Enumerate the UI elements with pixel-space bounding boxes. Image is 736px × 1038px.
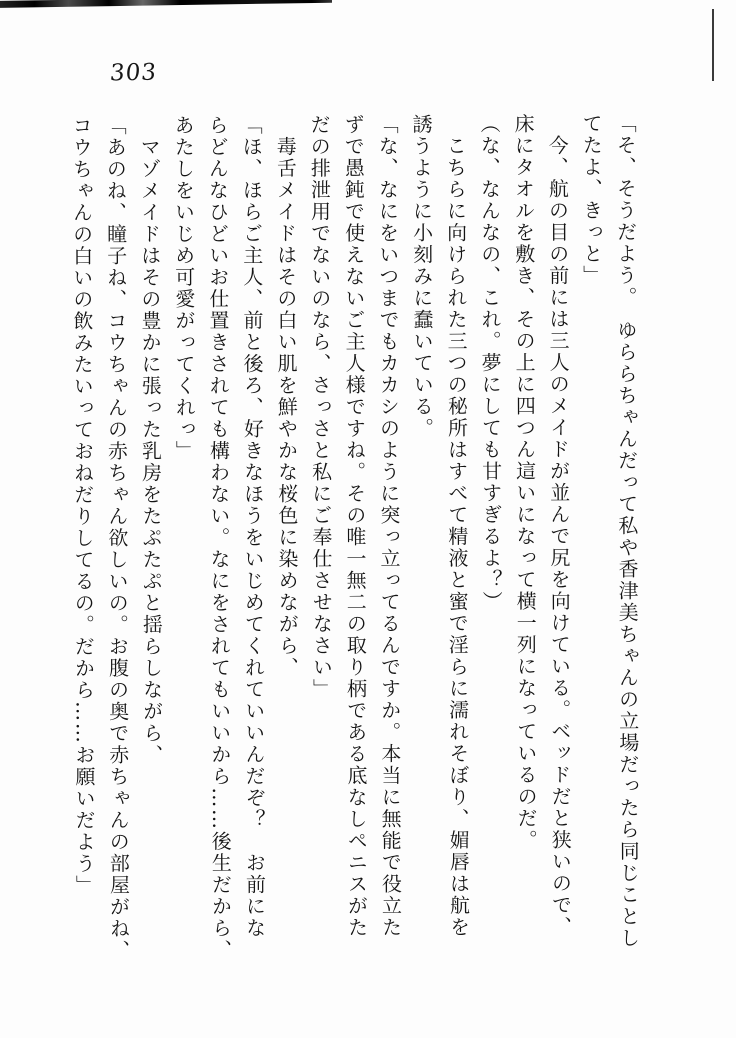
text-line: （な、なんなの、これ。夢にしても甘すぎるよ？） [477,113,504,613]
text-line: 床にタオルを敷き、その上に四つん這いになって横一列になっているのだ。 [511,113,539,852]
text-line: 「な、なにをいつまでもカカシのように突っ立ってるんですか。本当に無能で役立た [375,113,403,939]
text-line: コウちゃんの白いの飲みたいっておねだりしてるの。だから……お願いだよう」 [69,115,97,897]
novel-text-block [64,113,646,1006]
page-top-border-line [0,0,332,8]
text-line: 「あのね、瞳子ね、コウちゃんの赤ちゃん欲しいの。お腹の奥で赤ちゃんの部屋がね、 [103,114,131,962]
text-line: マゾメイドはその豊かに張った乳房をたぷたぷと揺らしながら、 [137,114,164,766]
text-line: ずで愚鈍で使えないご主人様ですね。その唯一無二の取り柄である底なしペニスがた [341,113,369,939]
text-line: 「そ、そうだよう。 ゆららちゃんだって私や香津美ちゃんの立場だったら同じことし [613,112,641,950]
text-line: だの排泄用でないのなら、さっさと私にご奉仕させなさい」 [307,114,334,701]
page-edge-line [712,9,714,81]
text-line: こちらに向けられた三つの秘所はすべて精液と蜜で淫らに濡れそぼり、媚唇は航を [443,113,471,939]
text-line: 今、航の目の前には三人のメイドが並んで尻を向けている。ベッドだと狭いので、 [545,113,573,938]
text-line: 毒舌メイドはその白い肌を鮮やかな桜色に染めながら、 [273,114,300,679]
text-line: らどんなひどいお仕置きされても構わない。なにをされてもいいから……後生だから、 [205,114,233,961]
text-line: てたよ、きっと」 [579,112,604,287]
text-line: あたしをいじめ可愛がってくれっ」 [171,114,197,462]
page-number: 303 [108,59,159,87]
text-line: 誘うように小刻みに蠢いている。 [409,113,435,440]
text-line: 「ほ、ほらご主人、前と後ろ、好きなほうをいじめてくれていいんだぞ？ お前にな [239,114,267,940]
